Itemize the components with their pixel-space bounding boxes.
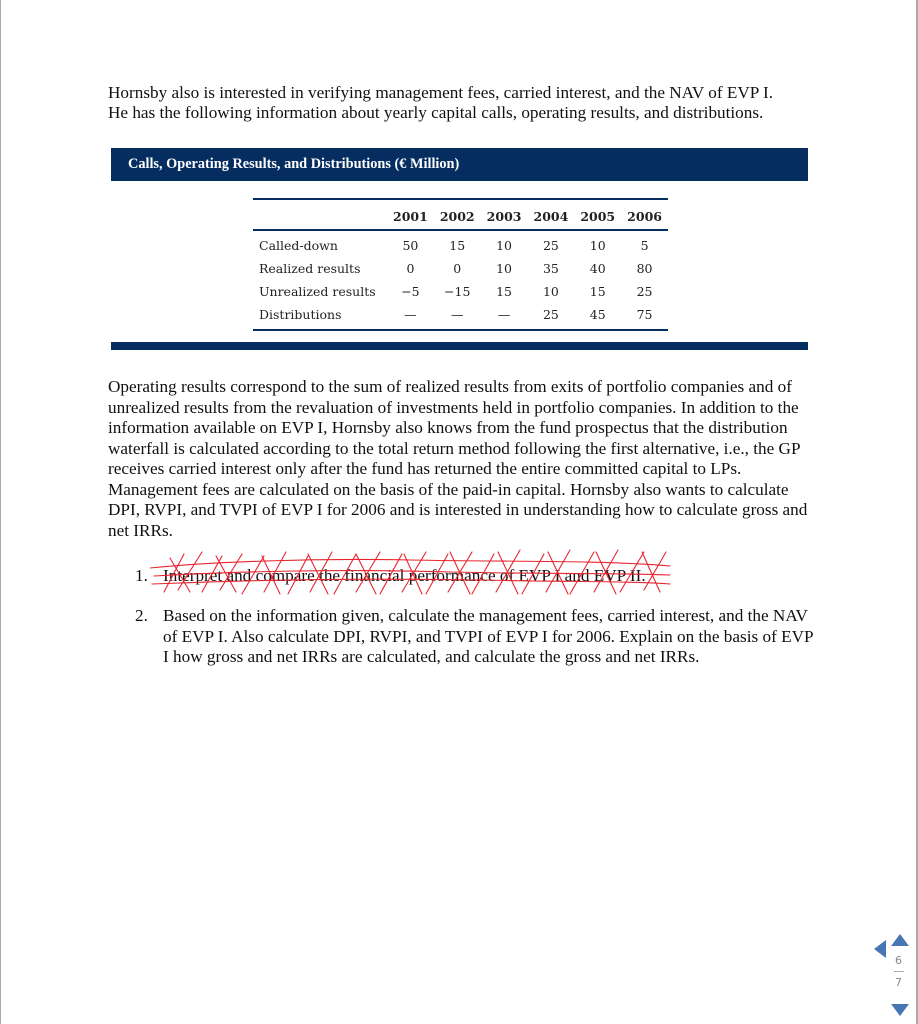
intro-text (108, 83, 828, 123)
year-header: 2004 (527, 199, 574, 230)
table-row (253, 230, 668, 257)
table-cell: 80 (636, 261, 653, 276)
table-cell: 75 (636, 307, 653, 322)
current-page-number: 6 (895, 954, 902, 967)
table-cell: 15 (496, 284, 513, 299)
table-cell: 15 (449, 238, 466, 253)
year-header: 2002 (434, 199, 481, 230)
year-header: 2001 (387, 199, 434, 230)
table-cell: — (497, 307, 511, 322)
question-1 (135, 566, 815, 587)
table-cell: 40 (589, 261, 606, 276)
page-border-left (0, 0, 1, 1024)
table-cell: 10 (589, 238, 606, 253)
table-cell: — (450, 307, 464, 322)
question-number: 1. (135, 566, 148, 585)
row-label: Unrealized results (259, 284, 376, 299)
table-cell: 10 (496, 238, 513, 253)
year-header: 2006 (621, 199, 668, 230)
table-cell: 5 (640, 238, 649, 253)
page-navigator (888, 934, 914, 1018)
scroll-down-arrow-icon[interactable] (891, 1004, 909, 1016)
question-text: Interpret and compare the financial performance of EVP I and EVP II. (163, 566, 646, 585)
scroll-up-arrow-icon[interactable] (891, 934, 909, 946)
intro-line-1: Hornsby also is interested in verifying management fees, carried interest, and the NAV of EVP I. (108, 83, 774, 102)
table-cell: 15 (589, 284, 606, 299)
table-cell: 25 (636, 284, 653, 299)
intro-line-2: He has the following information about yearly capital calls, operating results, and distributions. (108, 103, 764, 122)
question-text: Based on the information given, calculate the management fees, carried interest, and the NAV of EVP I. Also calculate DPI, RVPI, and TVPI of EVP I for 2006. Explain on the basis of EVP I how gross and net IRRs are calculated, and calculate the gross and net IRRs. (163, 606, 813, 666)
table-header-row (253, 199, 668, 230)
table-cell: 35 (542, 261, 559, 276)
question-number: 2. (135, 606, 148, 625)
table-cell: 10 (542, 284, 559, 299)
table-cell: −5 (401, 284, 420, 299)
table-title: Calls, Operating Results, and Distributions (€ Million) (128, 156, 460, 172)
row-label: Distributions (259, 307, 342, 322)
row-label: Realized results (259, 261, 361, 276)
table-corner-cell (253, 199, 387, 230)
table-cell: 25 (542, 238, 559, 253)
table-cell: −15 (444, 284, 471, 299)
page-number-divider (894, 971, 904, 972)
year-header: 2005 (574, 199, 621, 230)
total-page-number: 7 (895, 976, 902, 989)
table-cell: — (404, 307, 417, 322)
table-row (253, 257, 668, 280)
table-cell: 0 (406, 261, 415, 276)
question-2 (135, 606, 815, 668)
row-label: Called-down (259, 238, 338, 253)
table-row (253, 303, 668, 330)
table-cell: 45 (589, 307, 606, 322)
calls-results-table (253, 198, 668, 331)
table-cell: 10 (496, 261, 513, 276)
previous-page-arrow-icon[interactable] (874, 940, 886, 958)
body-paragraph: Operating results correspond to the sum of realized results from exits of portfolio companies and of unrealized results from the revaluation of investments held in portfolio companies. In addition to the information available on EVP I, Hornsby also knows from the fund prospectus that the distribution waterfall is calculated according to the total return method following the first alternative, i.e., the GP receives carried interest only after the fund has returned the entire committed capital to LPs. Management fees are calculated on the basis of the paid-in capital. Hornsby also wants to calculate DPI, RVPI, and TVPI of EVP I for 2006 and is interested in understanding how to calculate gross and net IRRs. (108, 377, 808, 540)
table-title-bar (111, 148, 808, 181)
table-footer-bar (111, 342, 808, 350)
table-cell: 0 (453, 261, 462, 276)
table-cell: 25 (542, 307, 559, 322)
table-cell: 50 (402, 238, 419, 253)
year-header: 2003 (481, 199, 528, 230)
table-row (253, 280, 668, 303)
